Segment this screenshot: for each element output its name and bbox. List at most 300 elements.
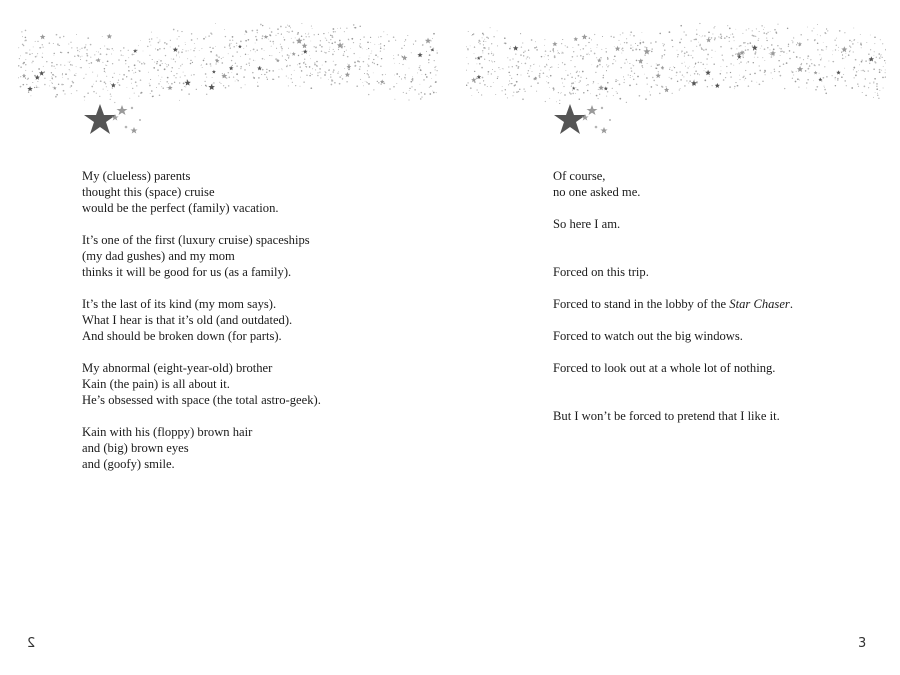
speckle: [333, 69, 335, 71]
speckle: [58, 84, 59, 85]
speckle: [669, 77, 670, 78]
speckle: [685, 66, 686, 67]
speckle: [422, 44, 424, 46]
speckle: [231, 60, 232, 61]
speckle: [620, 44, 621, 45]
star-cluster-icon: [82, 100, 152, 140]
ship-name: Star Chaser: [729, 297, 790, 311]
speckle: [256, 39, 258, 41]
speckle: [754, 53, 756, 55]
speckle: [348, 39, 349, 40]
speckle: [715, 51, 716, 52]
speckle: [519, 89, 520, 90]
speckle: [491, 51, 492, 52]
speckle: [797, 78, 799, 80]
speckle: [320, 78, 321, 79]
speckle: [525, 63, 527, 65]
speckle: [197, 38, 198, 39]
speckle: [846, 85, 847, 86]
small-star-icon: [264, 35, 268, 39]
speckle: [699, 23, 700, 24]
left-poem: [82, 168, 422, 472]
speckle: [832, 75, 833, 76]
speckle: [726, 66, 727, 67]
speckle: [861, 47, 862, 48]
speckle: [164, 68, 166, 70]
speckle: [52, 83, 53, 84]
speckle: [178, 53, 179, 54]
speckle: [367, 41, 369, 43]
speckle: [232, 40, 233, 41]
speckle: [62, 74, 63, 75]
speckle: [739, 63, 740, 64]
speckle: [360, 43, 361, 44]
speckle: [494, 61, 495, 62]
speckle: [708, 31, 710, 33]
speckle: [608, 65, 609, 66]
speckle: [235, 63, 236, 64]
small-star-icon: [598, 85, 604, 90]
speckle: [591, 64, 592, 65]
speckle: [558, 53, 559, 54]
speckle: [761, 25, 762, 26]
line-text: Forced to stand in the lobby of the: [553, 297, 730, 311]
speckle: [25, 70, 26, 71]
poem-line: and (goofy) smile.: [82, 457, 175, 471]
speckle: [666, 86, 667, 87]
speckle: [615, 81, 616, 82]
speckle: [659, 93, 661, 95]
speckle: [365, 81, 366, 82]
speckle: [548, 77, 549, 78]
speckle: [139, 70, 140, 71]
speckle: [677, 81, 678, 82]
speckle: [874, 78, 876, 80]
speckle: [711, 57, 712, 58]
speckle: [93, 91, 95, 93]
speckle: [432, 38, 433, 39]
speckle: [598, 83, 599, 84]
speckle: [561, 53, 562, 54]
speckle: [339, 40, 341, 42]
speckle: [543, 72, 545, 74]
speckle: [100, 81, 101, 82]
speckle: [540, 70, 541, 71]
speckle: [839, 30, 841, 32]
speckle: [882, 43, 883, 44]
speckle: [530, 65, 531, 66]
speckle: [577, 71, 578, 72]
speckle: [232, 55, 234, 57]
speckle: [436, 92, 437, 93]
speckle: [228, 85, 230, 87]
speckle: [752, 35, 754, 37]
speckle: [106, 65, 107, 66]
speckle: [564, 64, 566, 66]
speckle: [67, 78, 68, 79]
speckle: [597, 47, 598, 48]
speckle: [281, 34, 282, 35]
speckle: [876, 88, 878, 90]
speckle: [33, 46, 34, 47]
speckle: [633, 65, 634, 66]
speckle: [735, 54, 736, 55]
speckle: [696, 29, 697, 30]
speckle: [652, 77, 653, 78]
speckle: [628, 74, 629, 75]
speckle: [98, 51, 99, 52]
speckle: [771, 56, 773, 58]
speckle: [793, 75, 794, 76]
speckle: [321, 50, 323, 52]
speckle: [571, 83, 573, 85]
speckle: [467, 48, 468, 49]
speckle: [177, 30, 178, 31]
speckle: [807, 79, 808, 80]
speckle: [160, 81, 161, 82]
speckle: [523, 52, 525, 54]
speckle: [659, 64, 660, 65]
speckle: [372, 62, 373, 63]
speckle: [770, 49, 771, 50]
speckle: [341, 75, 342, 76]
speckle: [695, 70, 697, 72]
speckle: [796, 56, 798, 58]
speckle: [476, 89, 477, 90]
speckle: [177, 38, 178, 39]
speckle: [588, 53, 589, 54]
speckle: [516, 81, 518, 83]
speckle: [836, 38, 837, 39]
speckle: [394, 75, 395, 76]
speckle: [278, 76, 280, 78]
speckle: [310, 73, 311, 74]
speckle: [70, 61, 71, 62]
speckle: [580, 49, 581, 50]
speckle: [49, 85, 50, 86]
speckle: [380, 43, 381, 44]
speckle: [812, 30, 813, 31]
speckle: [632, 65, 633, 66]
speckle: [520, 54, 522, 56]
speckle: [31, 62, 32, 63]
speckle: [791, 71, 792, 72]
speckle: [690, 40, 691, 41]
speckle: [607, 82, 609, 84]
speckle: [502, 86, 503, 87]
speckle: [91, 62, 93, 64]
speckle: [100, 53, 102, 55]
speckle: [419, 67, 421, 69]
speckle: [497, 78, 498, 79]
speckle: [662, 86, 664, 88]
speckle: [632, 49, 634, 51]
speckle: [358, 61, 360, 63]
speckle: [109, 49, 110, 50]
speckle: [171, 83, 173, 85]
speckle: [494, 71, 495, 72]
speckle: [795, 81, 797, 83]
small-star-icon: [168, 85, 173, 90]
speckle: [419, 65, 420, 66]
speckle: [136, 85, 137, 86]
speckle: [272, 41, 274, 43]
speckle: [264, 50, 265, 51]
speckle: [330, 76, 331, 77]
speckle: [351, 38, 353, 40]
speckle: [434, 60, 435, 61]
speckle: [739, 75, 740, 76]
speckle: [799, 57, 800, 58]
speckle: [437, 52, 438, 53]
speckle: [129, 71, 130, 72]
speckle: [332, 54, 334, 56]
speckle: [774, 69, 775, 70]
speckle: [74, 56, 75, 57]
speckle: [363, 36, 364, 37]
speckle: [166, 64, 167, 65]
speckle: [54, 55, 55, 56]
speckle: [504, 43, 505, 44]
speckle: [606, 51, 607, 52]
speckle: [301, 70, 303, 72]
speckle: [548, 82, 550, 84]
speckle: [774, 71, 775, 72]
speckle: [131, 83, 132, 84]
speckle: [807, 58, 808, 59]
speckle: [796, 71, 797, 72]
speckle: [40, 47, 42, 49]
speckle: [562, 52, 563, 53]
speckle: [624, 79, 625, 80]
speckle: [553, 88, 555, 90]
speckle: [297, 64, 298, 65]
speckle: [92, 72, 93, 73]
speckle: [686, 72, 688, 74]
speckle: [380, 66, 381, 67]
speckle: [396, 83, 397, 84]
speckle: [620, 34, 621, 35]
speckle: [766, 33, 768, 35]
speckle: [627, 62, 628, 63]
speckle: [580, 77, 581, 78]
speckle: [510, 47, 511, 48]
speckle: [865, 60, 867, 62]
speckle: [522, 43, 523, 44]
speckle: [276, 48, 277, 49]
speckle: [262, 58, 264, 60]
speckle: [325, 72, 326, 73]
speckle: [587, 90, 589, 92]
speckle: [183, 83, 185, 85]
speckle: [240, 87, 241, 88]
speckle: [380, 84, 381, 85]
speckle: [815, 89, 817, 91]
speckle: [723, 60, 724, 61]
speckle: [707, 54, 709, 56]
speckle: [545, 54, 546, 55]
speckle: [524, 91, 525, 92]
speckle: [344, 31, 345, 32]
speckle: [583, 57, 584, 58]
speckle: [553, 90, 554, 91]
speckle: [165, 55, 166, 56]
small-star-icon: [691, 80, 697, 86]
speckle: [374, 44, 375, 45]
speckle: [32, 71, 33, 72]
speckle: [512, 83, 513, 84]
speckle: [106, 48, 107, 49]
speckle: [478, 42, 479, 43]
speckle: [481, 56, 483, 58]
speckle: [433, 48, 434, 49]
speckle: [479, 41, 480, 42]
speckle: [721, 36, 722, 37]
speckle: [308, 36, 309, 37]
speckle: [879, 90, 880, 91]
speckle: [288, 57, 289, 58]
speckle: [486, 41, 487, 42]
speckle: [235, 81, 236, 82]
speckle: [844, 58, 845, 59]
speckle: [803, 59, 804, 60]
poem-line: And should be broken down (for parts).: [82, 329, 282, 343]
speckle: [614, 55, 616, 57]
speckle: [409, 88, 410, 89]
small-star-icon: [27, 86, 33, 91]
speckle: [218, 56, 220, 58]
speckle: [222, 73, 223, 74]
speckle: [492, 69, 493, 70]
speckle: [181, 89, 183, 91]
speckle: [663, 45, 664, 46]
speckle: [228, 72, 229, 73]
speckle: [472, 34, 473, 35]
speckle: [132, 70, 133, 71]
speckle: [730, 63, 731, 64]
speckle: [845, 53, 846, 54]
speckle: [483, 41, 484, 42]
speckle: [334, 82, 336, 84]
speckle: [355, 66, 356, 67]
speckle: [752, 30, 753, 31]
speckle: [677, 56, 678, 57]
speckle: [505, 89, 506, 90]
speckle: [159, 48, 161, 50]
speckle: [646, 77, 648, 79]
speckle: [848, 54, 850, 56]
speckle: [225, 87, 227, 89]
speckle: [873, 82, 874, 83]
speckle: [346, 50, 347, 51]
speckle: [720, 46, 722, 48]
speckle: [509, 59, 510, 60]
speckle: [570, 93, 572, 95]
speckle: [407, 35, 408, 36]
speckle: [874, 51, 875, 52]
speckle: [286, 60, 287, 61]
speckle: [746, 63, 747, 64]
speckle: [657, 64, 659, 66]
speckle: [330, 39, 331, 40]
speckle: [253, 49, 255, 51]
speckle: [509, 48, 511, 50]
speckle: [430, 85, 432, 87]
speckle: [629, 85, 631, 87]
speckle: [55, 76, 57, 78]
speckle: [104, 71, 105, 72]
speckle: [490, 27, 491, 28]
speckle: [237, 80, 239, 82]
speckle: [401, 48, 403, 50]
speckle: [809, 72, 810, 73]
speckle: [656, 63, 657, 64]
speckle: [773, 49, 775, 51]
speckle: [249, 65, 250, 66]
speckle: [143, 51, 144, 52]
speckle: [837, 80, 838, 81]
speckle: [378, 82, 380, 84]
speckle: [754, 73, 756, 75]
speckle: [684, 56, 685, 57]
speckle: [575, 93, 576, 94]
speckle: [656, 85, 657, 86]
speckle: [57, 43, 59, 45]
speckle: [143, 62, 144, 63]
speckle: [753, 62, 754, 63]
speckle: [730, 76, 731, 77]
speckle: [600, 57, 601, 58]
speckle: [701, 48, 702, 49]
speckle: [480, 56, 481, 57]
speckle: [51, 65, 53, 67]
speckle: [93, 84, 94, 85]
speckle: [51, 76, 52, 77]
speckle: [689, 66, 690, 67]
speckle: [853, 40, 854, 41]
speckle: [287, 25, 288, 26]
speckle: [193, 50, 195, 52]
speckle: [248, 39, 250, 41]
speckle: [879, 57, 881, 59]
speckle: [517, 74, 518, 75]
speckle: [309, 51, 310, 52]
speckle: [772, 38, 773, 39]
speckle: [289, 65, 291, 67]
speckle: [508, 72, 510, 74]
small-star-icon: [133, 49, 137, 53]
speckle: [881, 54, 882, 55]
speckle: [229, 77, 231, 79]
speckle: [368, 76, 369, 77]
speckle: [676, 72, 678, 74]
small-star-icon: [347, 64, 352, 68]
speckle: [536, 46, 537, 47]
speckle: [792, 42, 793, 43]
speckle: [249, 58, 250, 59]
speckle: [414, 89, 416, 91]
speckle: [363, 61, 365, 63]
speckle: [375, 54, 377, 56]
speckle: [857, 42, 858, 43]
speckle: [75, 75, 76, 76]
speckle: [53, 66, 54, 67]
speckle: [748, 28, 749, 29]
speckle: [539, 77, 540, 78]
speckle: [23, 84, 25, 86]
speckle: [768, 32, 769, 33]
speckle: [780, 75, 782, 77]
